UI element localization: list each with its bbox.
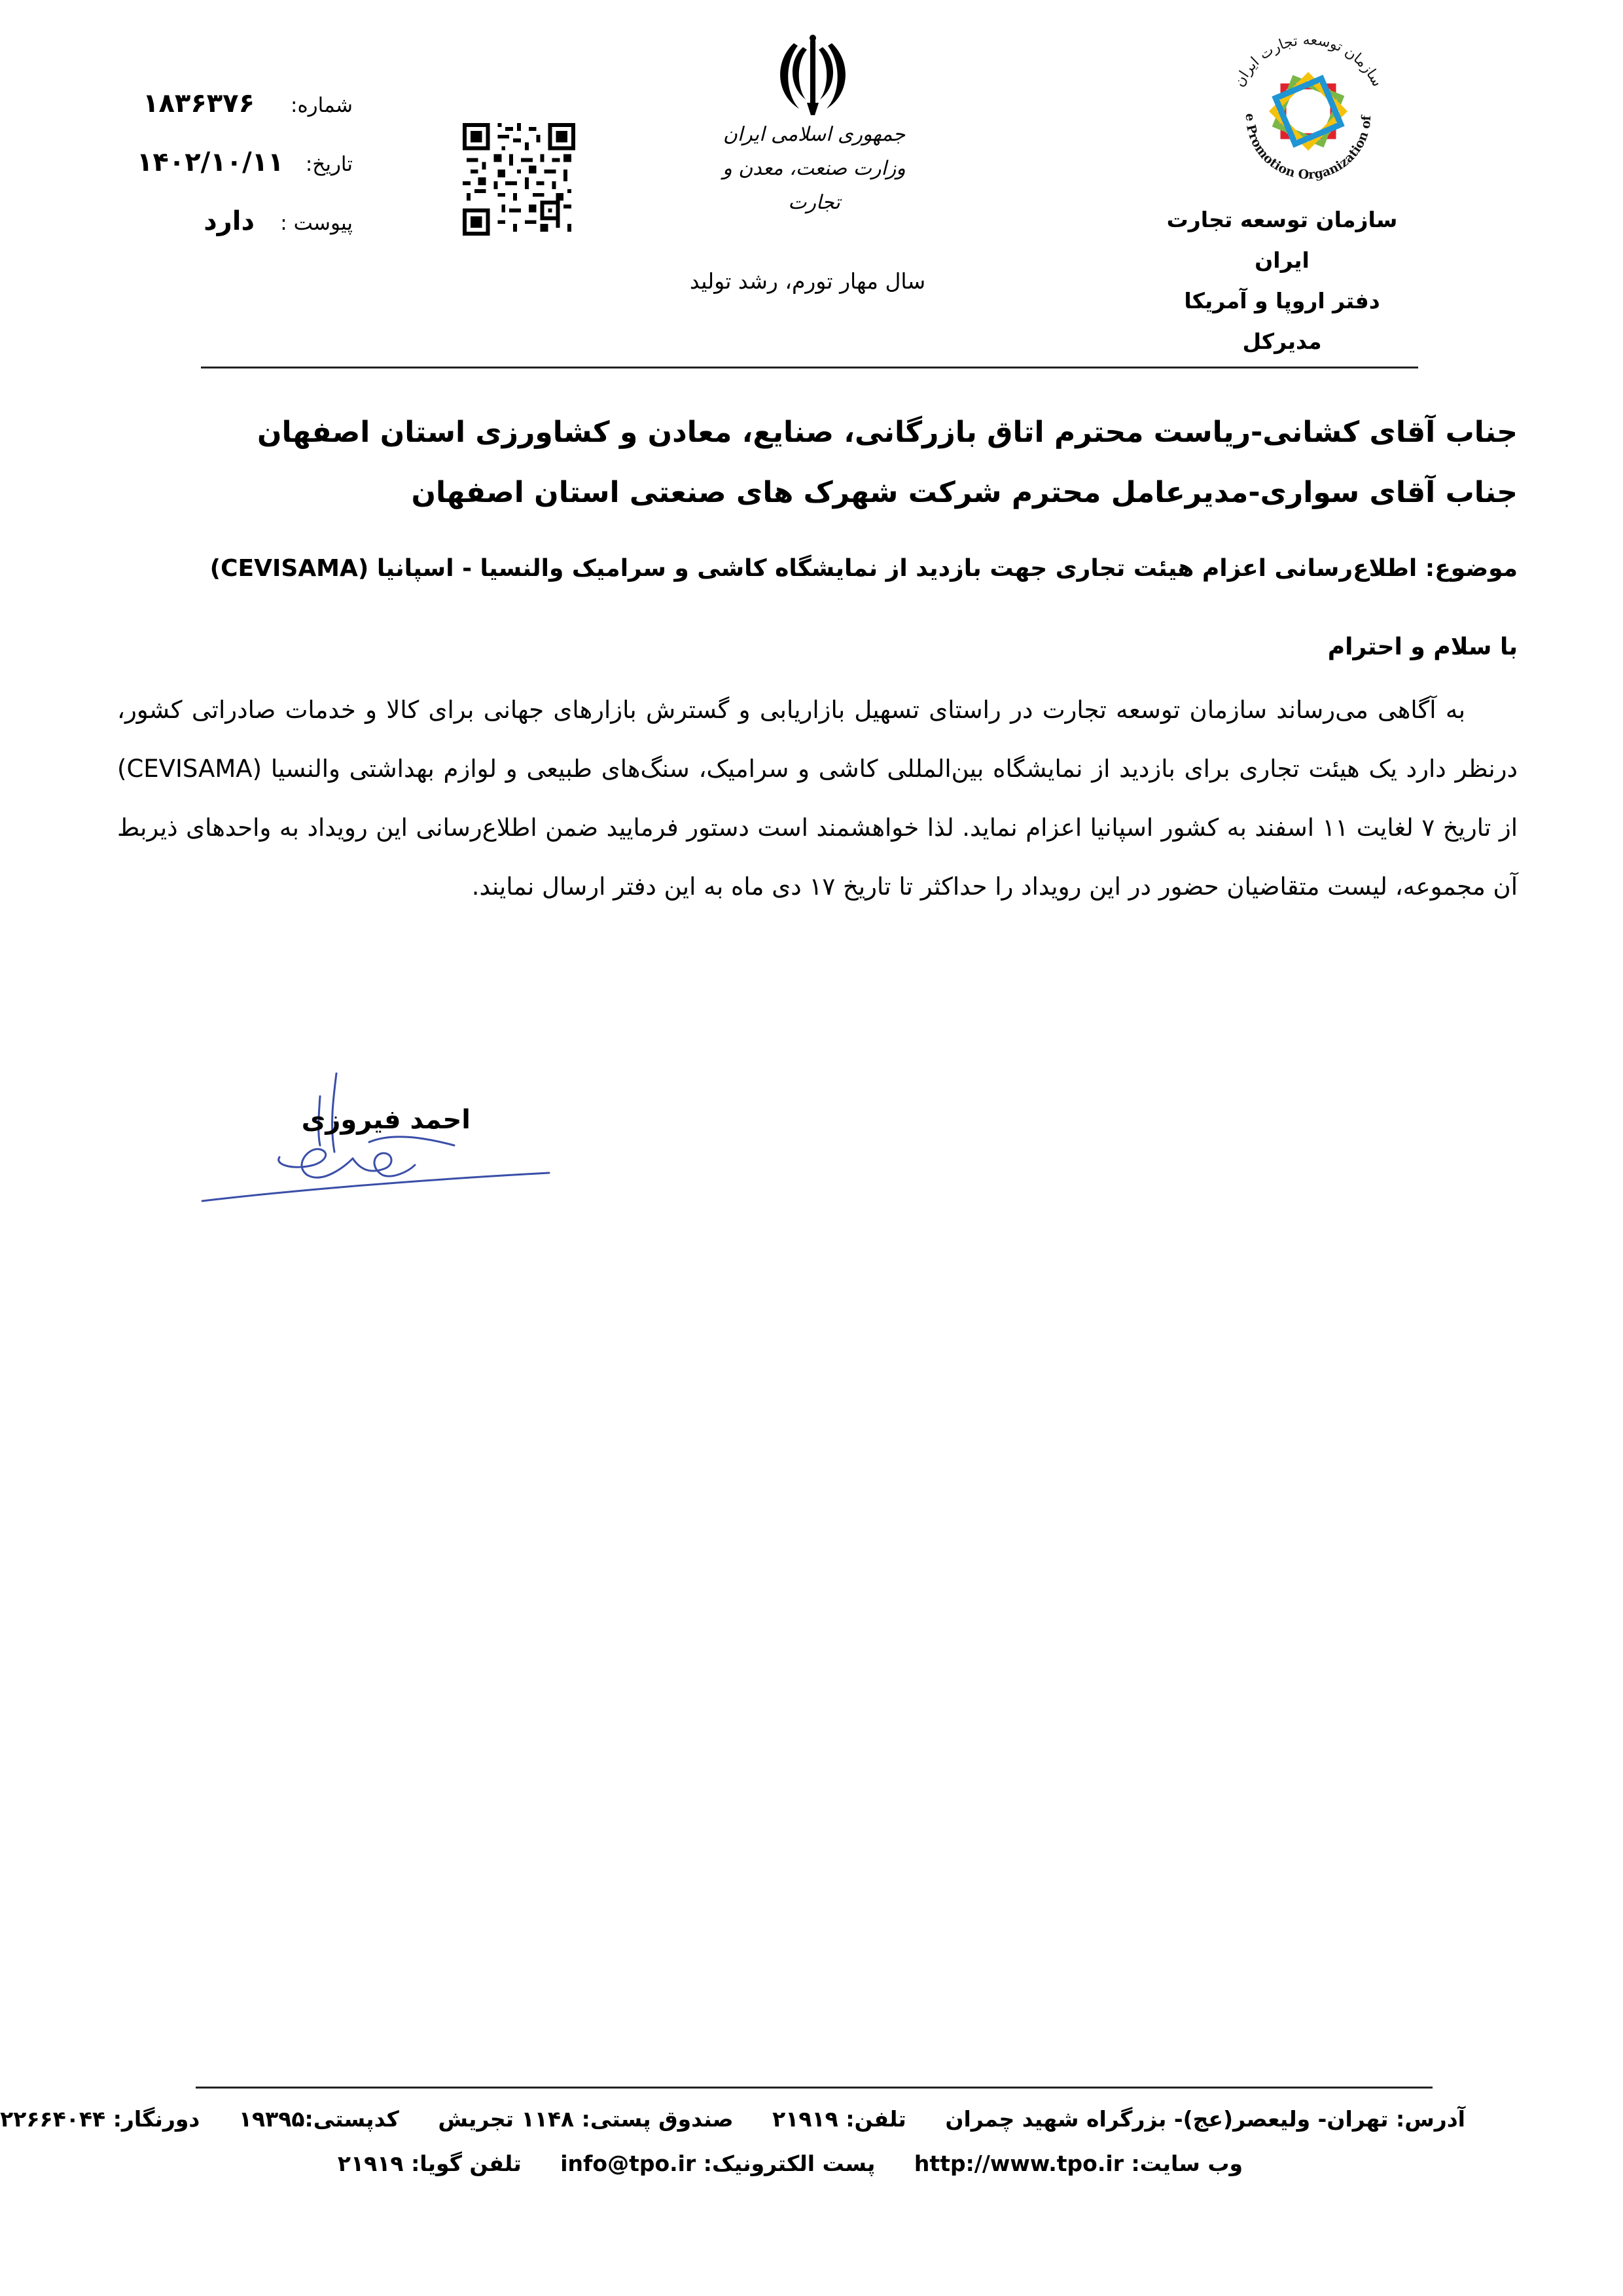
position-title: مدیرکل	[1243, 329, 1323, 354]
letter-greeting: با سلام و احترام	[1328, 634, 1518, 660]
letter-body: به آگاهی می‌رساند سازمان توسعه تجارت در راستای تسهیل بازاریابی و گسترش بازارهای جهانی برای کالا و خدمات صادراتی کشور، درنظر دارد یک هیئت تجاری برای بازدید از نمایشگاه بین‌المللی کاشی و سرامیک، سنگ‌های طبیعی و لوازم بهداشتی والنسیا (CEVISAMA) از تاریخ ۷ لغایت ۱۱ اسفند به کشور اسپانیا اعزام نماید. لذا خواهشمند است دستور فرمایید ضمن اطلاع‌رسانی این رویداد به واحدهای ذیربط آن مجموعه، لیست متقاضیان حضور در این رویداد را حداکثر تا تاریخ ۱۷ دی ماه به این دفتر ارسال نمایند.	[118, 696, 1518, 901]
ministry-heading	[707, 118, 923, 220]
svg-text:سازمان توسعه تجارت ایران: سازمان توسعه تجارت ایران	[1232, 31, 1386, 90]
footer-email-link[interactable]: info@tpo.ir	[561, 2151, 697, 2176]
footer-address	[938, 2106, 1466, 2132]
letter-attachment-label: پیوست :	[281, 211, 353, 235]
letter-attachment-value: دارد	[204, 206, 255, 236]
letter-date-label: تاریخ:	[306, 152, 353, 176]
footer-phone-value: ۲۱۹۱۹	[773, 2106, 839, 2132]
signer-name: احمد فیروزی	[302, 1105, 471, 1135]
addressee-2: جناب آقای سواری-مدیرعامل محترم شرکت شهرک های صنعتی استان اصفهان	[412, 476, 1518, 509]
national-emblem-icon	[777, 34, 849, 119]
footer-email-label: پست الکترونیک:	[704, 2151, 876, 2176]
letter-date-value: ۱۴۰۲/۱۰/۱۱	[137, 147, 285, 177]
footer-fax	[0, 2106, 200, 2132]
footer-website-label: وب سایت:	[1132, 2151, 1243, 2176]
footer-phone-label: تلفن:	[846, 2106, 907, 2132]
letter-meta	[137, 88, 353, 265]
letter-attachment-row	[137, 206, 353, 265]
footer-divider	[196, 2087, 1433, 2089]
organization-name: سازمان توسعه تجارت ایران	[1167, 207, 1399, 273]
footer-postal-code	[232, 2106, 400, 2132]
svg-text:Trade Promotion Organization o: e Promotion Organization of	[1243, 113, 1375, 183]
footer-fax-value: ۲۲۶۶۴۰۴۴	[1, 2106, 107, 2132]
letter-number-label: شماره:	[291, 94, 353, 117]
republic-name: جمهوری اسلامی ایران	[723, 123, 906, 146]
footer-address-label: آدرس:	[1397, 2106, 1466, 2132]
footer-postal-label: کدپستی:	[305, 2106, 400, 2132]
footer-postal-value: ۱۹۳۹۵	[239, 2106, 306, 2132]
footer-voice-label: تلفن گویا:	[412, 2151, 522, 2176]
footer-voice-phone	[338, 2151, 522, 2176]
footer-pobox-value: ۱۱۴۸ تجریش	[438, 2106, 575, 2132]
office-name: دفتر اروپا و آمریکا	[1185, 288, 1381, 314]
addressee-block	[79, 403, 1518, 523]
letter-subject: موضوع: اطلاع‌رسانی اعزام هیئت تجاری جهت بازدید از نمایشگاه کاشی و سرامیک والنسیا - اسپانیا (CEVISAMA)	[210, 555, 1518, 582]
footer-email[interactable]	[554, 2151, 876, 2176]
letter-number-row	[137, 88, 353, 147]
footer-phone	[766, 2106, 907, 2132]
organization-heading	[1165, 200, 1400, 362]
footer-address-value: تهران- ولیعصر(عج)- بزرگراه شهید چمران	[946, 2106, 1389, 2132]
footer-pobox	[431, 2106, 734, 2132]
qr-code-icon	[463, 123, 576, 236]
header-divider	[202, 367, 1419, 368]
footer-contact-line-2	[131, 2151, 1243, 2176]
ministry-name: وزارت صنعت، معدن و تجارت	[723, 157, 906, 214]
organization-logo	[1211, 18, 1407, 188]
addressee-1: جناب آقای کشانی-ریاست محترم اتاق بازرگانی، صنایع، معادن و کشاورزی استان اصفهان	[258, 416, 1518, 449]
footer-website[interactable]	[907, 2151, 1243, 2176]
year-slogan: سال مهار تورم، رشد تولید	[690, 268, 927, 294]
footer-pobox-label: صندوق پستی:	[582, 2106, 734, 2132]
footer-fax-label: دورنگار:	[113, 2106, 201, 2132]
footer-website-link[interactable]: http://www.tpo.ir	[914, 2151, 1124, 2176]
footer-contact-line-1	[1, 2106, 1466, 2132]
letter-date-row	[137, 147, 353, 206]
handwritten-signature	[196, 1054, 563, 1224]
footer-voice-value: ۲۱۹۱۹	[338, 2151, 404, 2176]
letter-number-value: ۱۸۳۶۳۷۶	[143, 88, 255, 118]
